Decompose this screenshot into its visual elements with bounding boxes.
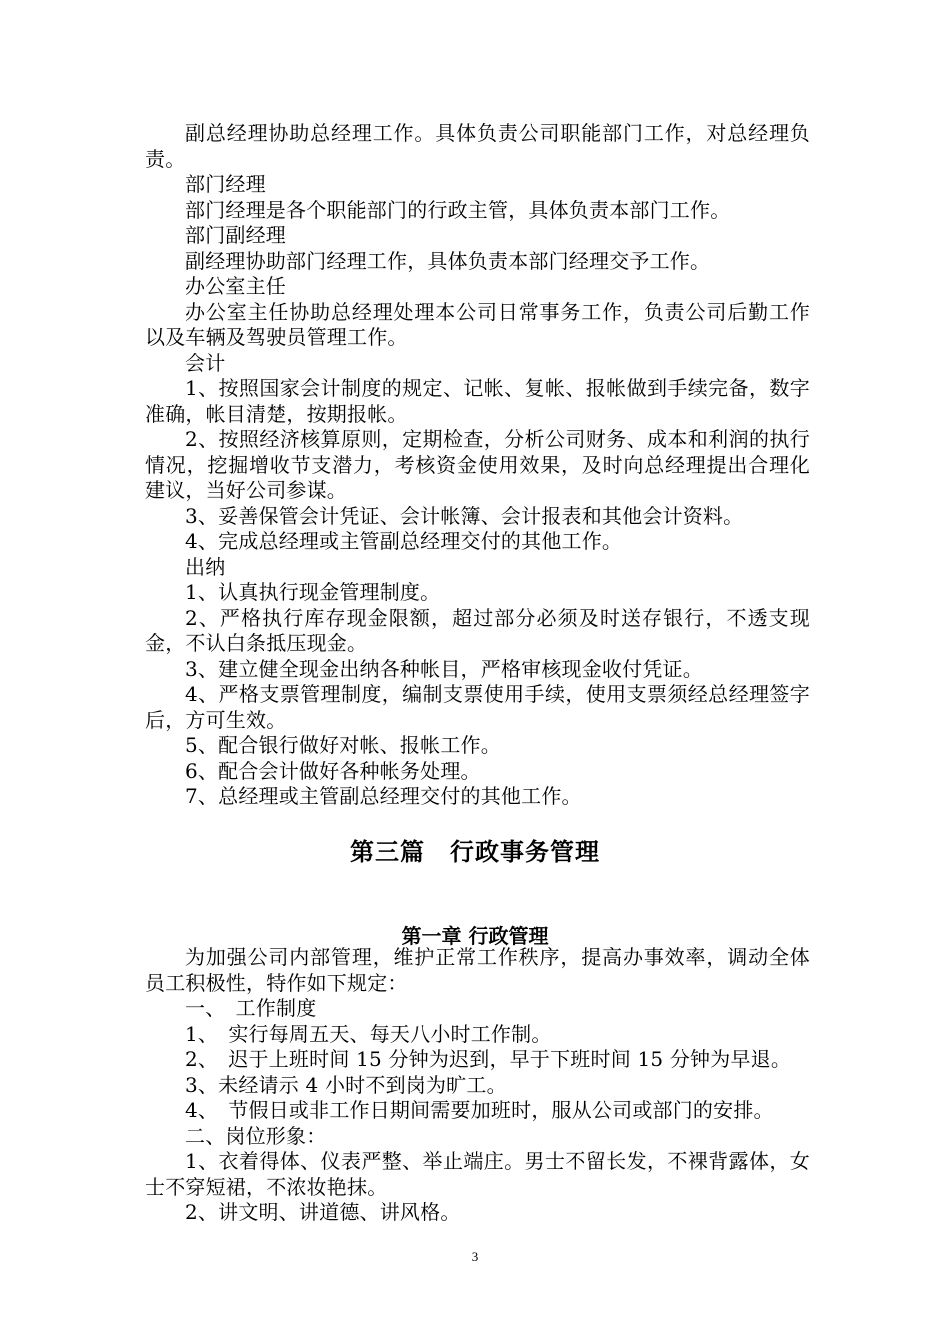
list-item: 5、配合银行做好对帐、报帐工作。 xyxy=(185,733,501,757)
page-number: 3 xyxy=(471,1249,479,1264)
part-title: 第三篇 行政事务管理 xyxy=(350,838,600,866)
list-item: 4、严格支票管理制度，编制支票使用手续，使用支票须经总经理签字后，方可生效。 xyxy=(145,682,810,732)
list-item: 1、按照国家会计制度的规定、记帐、复帐、报帐做到手续完备，数字准确，帐目清楚，按期报帐。 xyxy=(145,376,810,426)
heading-office-director: 办公室主任 xyxy=(185,274,286,298)
list-item: 3、建立健全现金出纳各种帐目，严格审核现金收付凭证。 xyxy=(185,656,703,681)
paragraph: 办公室主任协助总经理处理本公司日常事务工作，负责公司后勤工作以及车辆及驾驶员管理工作。 xyxy=(145,299,810,349)
list-item: 2、讲文明、讲道德、讲风格。 xyxy=(185,1200,461,1224)
paragraph: 副总经理协助总经理工作。具体负责公司职能部门工作，对总经理负责。 xyxy=(145,121,810,171)
heading-deputy-department-manager: 部门副经理 xyxy=(185,223,286,247)
heading-work-system: 一、 工作制度 xyxy=(185,996,317,1020)
heading-job-image: 二、岗位形象： xyxy=(185,1123,327,1148)
list-item: 1、衣着得体、仪表严整、举止端庄。男士不留长发，不裸背露体，女士不穿短裙，不浓妆艳抹。 xyxy=(145,1149,810,1199)
heading-cashier: 出纳 xyxy=(185,554,226,579)
list-item: 1、 实行每周五天、每天八小时工作制。 xyxy=(185,1021,552,1046)
list-item: 6、配合会计做好各种帐务处理。 xyxy=(185,758,481,783)
list-item: 2、按照经济核算原则，定期检查，分析公司财务、成本和利润的执行情况，挖掘增收节支潜力，考核资金使用效果，及时向总经理提出合理化建议，当好公司参谋。 xyxy=(145,427,810,502)
list-item: 2、 迟于上班时间 15 分钟为迟到，早于下班时间 15 分钟为早退。 xyxy=(185,1047,792,1071)
list-item: 7、总经理或主管副总经理交付的其他工作。 xyxy=(185,784,582,808)
heading-accountant: 会计 xyxy=(185,350,226,375)
list-item: 3、妥善保管会计凭证、会计帐簿、会计报表和其他会计资料。 xyxy=(185,503,744,528)
paragraph: 部门经理是各个职能部门的行政主管，具体负责本部门工作。 xyxy=(185,197,731,222)
heading-department-manager: 部门经理 xyxy=(185,172,266,196)
list-item: 4、 节假日或非工作日期间需要加班时，服从公司或部门的安排。 xyxy=(185,1098,774,1122)
list-item: 4、完成总经理或主管副总经理交付的其他工作。 xyxy=(185,529,623,553)
paragraph: 副经理协助部门经理工作，具体负责本部门经理交予工作。 xyxy=(185,248,711,273)
list-item: 1、认真执行现金管理制度。 xyxy=(185,580,441,604)
list-item: 2、严格执行库存现金限额，超过部分必须及时送存银行，不透支现金，不认白条抵压现金。 xyxy=(145,605,810,655)
section-admin-management xyxy=(145,945,810,1226)
chapter-title: 第一章 行政管理 xyxy=(401,924,549,948)
section-job-duties xyxy=(145,121,810,810)
paragraph: 为加强公司内部管理，维护正常工作秩序，提高办事效率，调动全体员工积极性，特作如下规定： xyxy=(145,945,810,995)
list-item: 3、未经请示 4 小时不到岗为旷工。 xyxy=(185,1072,507,1097)
